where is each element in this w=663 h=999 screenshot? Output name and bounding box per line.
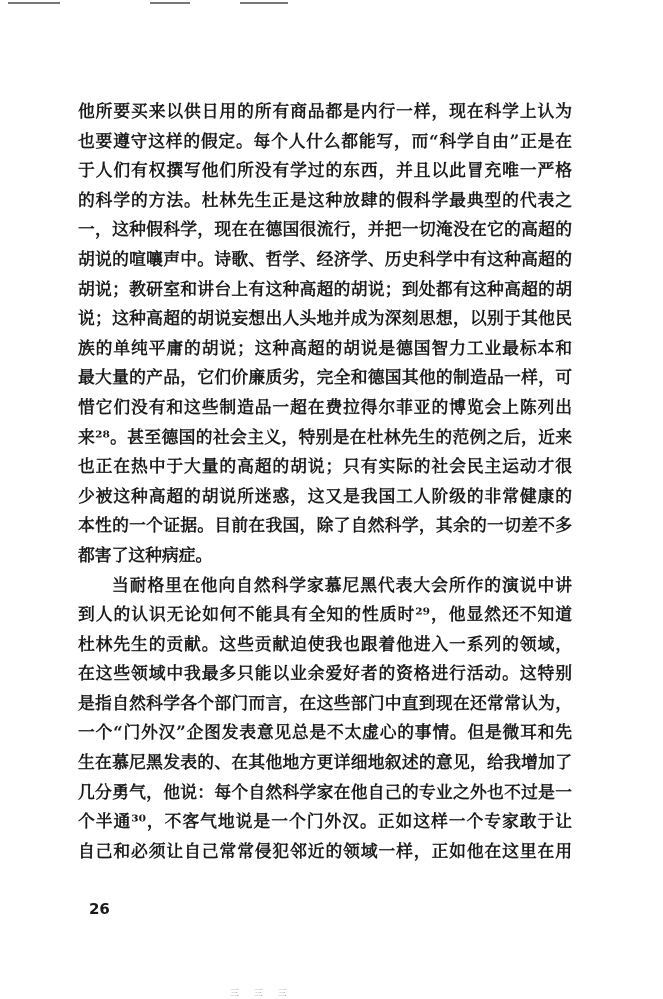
- text-line: 也要遵守这样的假定。每个人什么都能写，而“科学自由”正是在: [78, 130, 572, 151]
- text-line: 本性的一个证据。目前在我国，除了自然科学，其余的一切差不多: [78, 515, 572, 536]
- text-line-paragraph-start: 当耐格里在他向自然科学家慕尼黑代表大会所作的演说中讲: [112, 574, 572, 595]
- text-line: 也正在热中于大量的高超的胡说；只有实际的社会民主运动才很: [78, 456, 572, 477]
- text-line: 一个“门外汉”企图发表意见总是不太虚心的事情。但是微耳和先: [78, 722, 572, 743]
- text-line: 到人的认识无论如何不能具有全知的性质时²⁹，他显然还不知道: [78, 604, 572, 625]
- text-line: 是指自然科学各个部门而言，在这些部门中直到现在还常常认为，: [78, 692, 572, 713]
- text-line-paragraph-end: 都害了这种病症。: [78, 544, 213, 565]
- text-line: 在这些领域中我最多只能以业余爱好者的资格进行活动。这特别: [78, 663, 572, 684]
- text-line: 说；这种高超的胡说妄想出人头地并成为深刻思想，以别于其他民: [78, 308, 572, 329]
- text-line: 来²⁸。甚至德国的社会主义，特别是在杜林先生的范例之后，近来: [78, 426, 572, 447]
- page-body: [78, 97, 572, 866]
- page-number: 26: [89, 900, 110, 918]
- text-line: 最大量的产品，它们价廉质劣，完全和德国其他的制造品一样，可: [78, 367, 572, 388]
- bottom-smudge: 三 三 三: [230, 989, 293, 999]
- text-line: 生在慕尼黑发表的、在其他地方更详细地叙述的意见，给我增加了: [78, 752, 572, 773]
- text-line: 几分勇气，他说：每个自然科学家在他自己的专业之外也不过是一: [78, 781, 572, 802]
- text-line: 少被这种高超的胡说所迷惑，这又是我国工人阶级的非常健康的: [78, 485, 572, 506]
- text-line: 的科学的方法。杜林先生正是这种放肆的假科学最典型的代表之: [78, 189, 572, 210]
- text-line: 族的单纯平庸的胡说；这种高超的胡说是德国智力工业最标本和: [78, 337, 572, 358]
- text-line: 惜它们没有和这些制造品一超在费拉得尔菲亚的博览会上陈列出: [78, 396, 572, 417]
- text-line: 他所要买来以供日用的所有商品都是内行一样，现在科学上认为: [78, 101, 572, 121]
- top-rule-2: [150, 2, 190, 4]
- text-line: 一，这种假科学，现在在德国很流行，并把一切淹没在它的高超的: [78, 219, 572, 240]
- text-line: 个半通³⁰，不客气地说是一个门外汉。正如这样一个专家敢于让: [78, 811, 572, 832]
- text-line: 杜林先生的贡献。这些贡献迫使我也跟着他进入一系列的领域，: [78, 633, 572, 654]
- top-rule-1: [8, 2, 60, 4]
- text-line: 于人们有权撰写他们所没有学过的东西，并且以此冒充唯一严格: [78, 160, 572, 181]
- text-line: 自己和必须让自己常常侵犯邻近的领域一样，正如他在这里在用: [78, 840, 572, 861]
- top-rule-3: [240, 2, 288, 4]
- text-line: 胡说；教研室和讲台上有这种高超的胡说；到处都有这种高超的胡: [78, 278, 572, 299]
- text-line: 胡说的喧嚷声中。诗歌、哲学、经济学、历史科学中有这种高超的: [78, 248, 572, 269]
